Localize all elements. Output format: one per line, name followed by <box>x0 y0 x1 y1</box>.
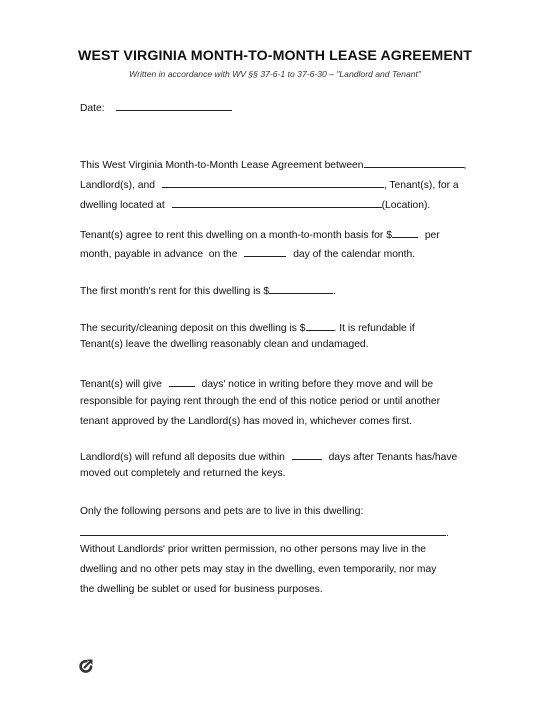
deposit-line-2: Tenant(s) leave the dwelling reasonably clean and undamaged. <box>80 339 369 350</box>
notice-line-3: tenant approved by the Landlord(s) has moved in, whichever comes first. <box>80 416 412 427</box>
occupants-blank[interactable] <box>80 525 446 536</box>
document-title: WEST VIRGINIA MONTH-TO-MONTH LEASE AGREEMENT <box>77 48 473 64</box>
parties-line-1 <box>80 157 466 171</box>
deposit-amount-blank[interactable] <box>306 320 334 331</box>
refund-line-2: moved out completely and returned the keys. <box>80 468 286 479</box>
notice-line-1 <box>80 376 433 390</box>
restrictions-line-3: the dwelling be sublet or used for business purposes. <box>80 584 323 595</box>
restrictions-line-2: dwelling and no other pets may stay in the dwelling, even temporarily, nor may <box>80 564 437 575</box>
refund-text: Landlord(s) will refund all deposits due within <box>80 452 285 463</box>
rent-line-2 <box>80 246 415 260</box>
first-month-text: The first month's rent for this dwelling is $ <box>80 286 270 297</box>
location-intro: dwelling located at <box>80 200 165 211</box>
parties-text: This West Virginia Month-to-Month Lease Agreement between <box>80 160 364 171</box>
refund-days-blank[interactable] <box>292 449 322 460</box>
rent-due-end: day of the calendar month. <box>293 249 416 260</box>
notice-text: Tenant(s) will give <box>80 379 162 390</box>
occupants-line-2 <box>80 525 449 539</box>
location-label: (Location). <box>381 200 431 211</box>
deposit-text: The security/cleaning deposit on this dwelling is $ <box>80 323 306 334</box>
brand-logo-icon <box>78 658 94 674</box>
restrictions-line-1: Without Landlords' prior written permission, no other persons may live in the <box>80 544 426 555</box>
tenant-label: , Tenant(s), for a <box>383 180 459 191</box>
notice-end: days' notice in writing before they move and will be <box>201 379 434 390</box>
occupants-line-1: Only the following persons and pets are to live in this dwelling: <box>80 506 364 517</box>
tenant-name-blank[interactable] <box>162 177 384 188</box>
deposit-refundable: . It is refundable if <box>333 323 415 334</box>
rent-amount-blank[interactable] <box>392 227 418 238</box>
refund-line-1 <box>80 449 457 463</box>
occupants-end: . <box>446 528 449 539</box>
first-month-blank[interactable] <box>269 283 333 294</box>
deposit-line-1 <box>80 320 415 334</box>
rent-text: Tenant(s) agree to rent this dwelling on a month-to-month basis for $ <box>80 230 392 241</box>
rent-due-day-blank[interactable] <box>244 246 286 257</box>
first-month-end: . <box>333 286 336 297</box>
landlord-label: Landlord(s), and <box>80 180 155 191</box>
rent-line-1 <box>80 227 440 241</box>
parties-line-3 <box>80 197 430 211</box>
refund-end: days after Tenants has/have <box>328 452 458 463</box>
date-label: Date: <box>80 103 105 114</box>
parties-line-2 <box>80 177 459 191</box>
document-subtitle: Written in accordance with WV §§ 37-6-1 to 37-6-30 – "Landlord and Tenant" <box>129 69 421 79</box>
rent-per: per <box>424 230 440 241</box>
notice-days-blank[interactable] <box>169 376 195 387</box>
landlord-name-blank[interactable] <box>364 157 464 168</box>
notice-line-2: responsible for paying rent through the end of this notice period or until another <box>80 396 441 407</box>
first-month-line <box>80 283 336 297</box>
location-blank[interactable] <box>172 197 382 208</box>
rent-due-text: month, payable in advance on the <box>80 249 238 260</box>
date-blank[interactable] <box>116 100 232 111</box>
parties-comma: , <box>463 160 467 171</box>
date-line <box>80 100 232 114</box>
